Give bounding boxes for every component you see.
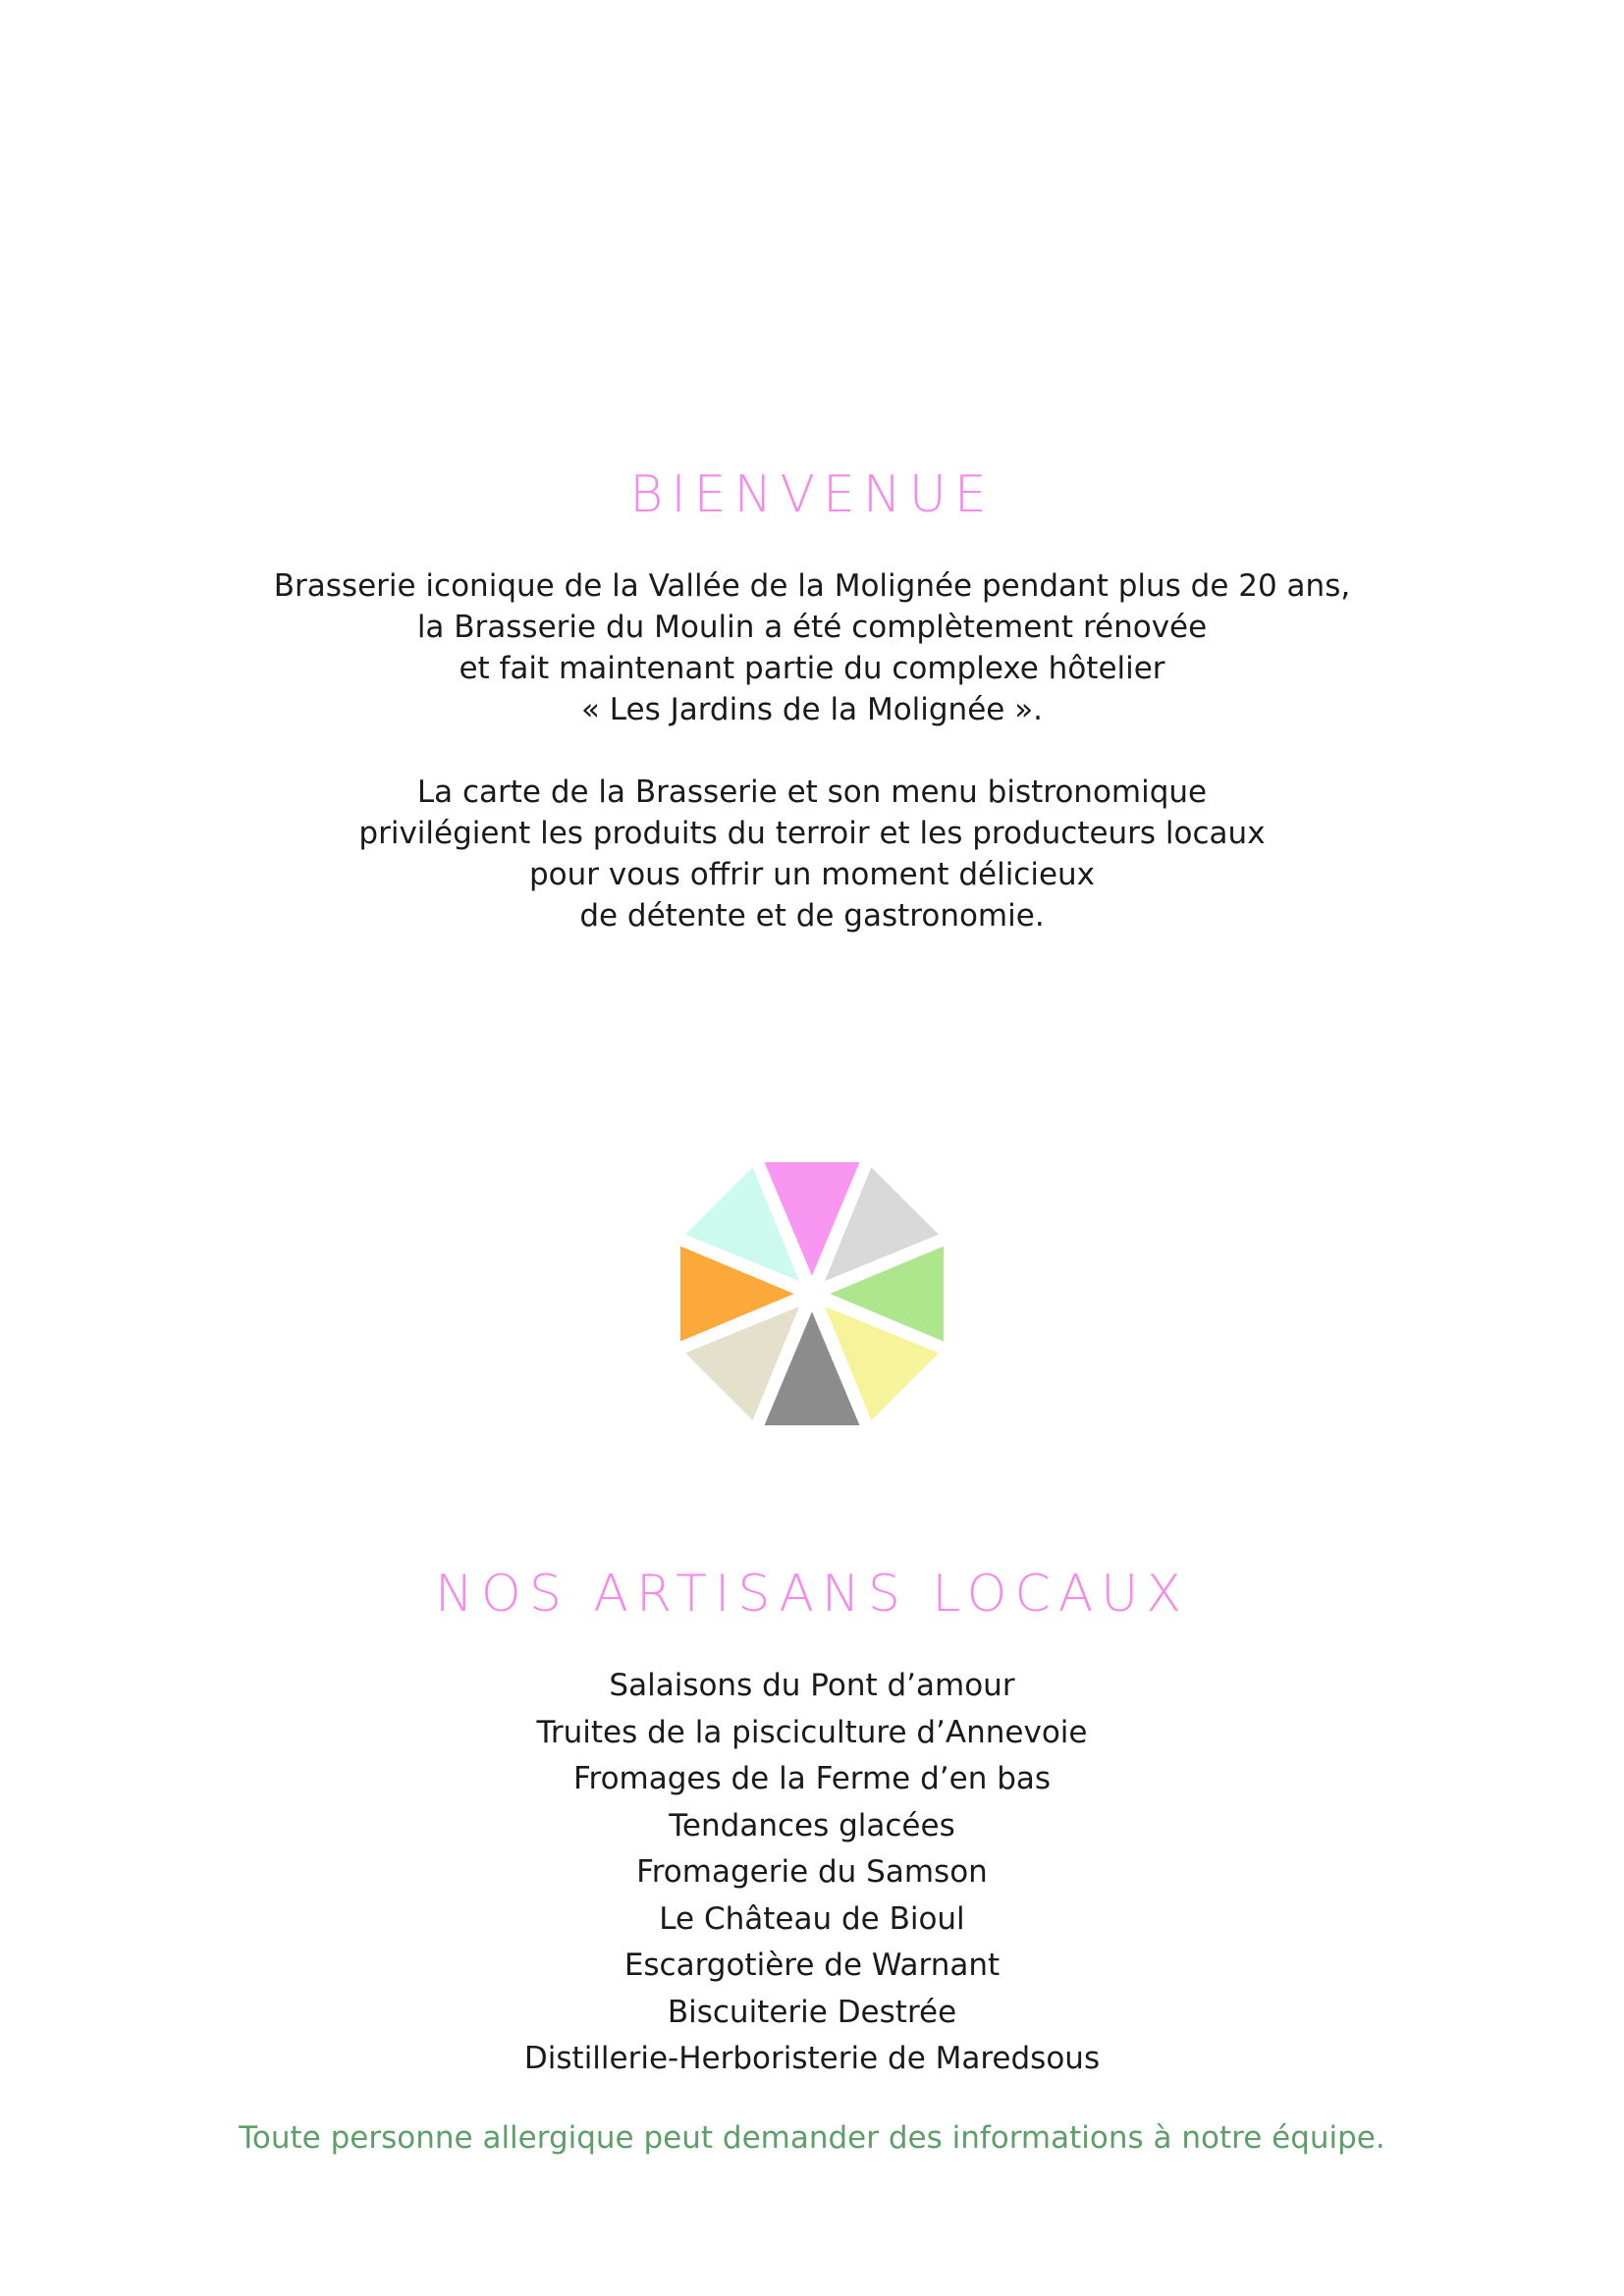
intro-line: privilégient les produits du terroir et les producteurs locaux (358, 816, 1266, 851)
artisan-item: Fromages de la Ferme d’en bas (572, 1761, 1052, 1796)
artisan-item: Le Château de Bioul (659, 1900, 965, 1937)
intro-line: « Les Jardins de la Molignée ». (580, 692, 1044, 727)
artisan-item: Tendances glacées (669, 1807, 955, 1843)
artisan-item: Truites de la pisciculture d’Annevoie (536, 1714, 1088, 1750)
intro-line: La carte de la Brasserie et son menu bistronomique (416, 774, 1208, 810)
octagon-segments-icon (665, 1147, 959, 1441)
artisan-item: Distillerie-Herboristerie de Maredsous (523, 2041, 1101, 2076)
welcome-title: BIENVENUE (629, 465, 995, 524)
intro-line: la Brasserie du Moulin a été complètement rénovée (416, 610, 1208, 645)
intro-paragraph-2 (0, 772, 1624, 936)
intro-paragraph-1 (0, 565, 1624, 730)
intro-line: Brasserie iconique de la Vallée de la Molignée pendant plus de 20 ans, (273, 568, 1351, 604)
artisan-item: Salaisons du Pont d’amour (609, 1668, 1015, 1703)
artisan-item: Biscuiterie Destrée (667, 1994, 957, 2030)
artisan-item: Fromagerie du Samson (636, 1854, 988, 1890)
allergy-notice: Toute personne allergique peut demander des informations à notre équipe. (239, 2120, 1385, 2156)
artisan-list (0, 1663, 1624, 2083)
artisan-item: Escargotière de Warnant (623, 1948, 1001, 1983)
intro-line: pour vous offrir un moment délicieux (528, 857, 1096, 892)
intro-line: de détente et de gastronomie. (579, 898, 1045, 934)
artisans-title: NOS ARTISANS LOCAUX (435, 1565, 1189, 1624)
intro-line: et fait maintenant partie du complexe hôtelier (459, 651, 1165, 686)
